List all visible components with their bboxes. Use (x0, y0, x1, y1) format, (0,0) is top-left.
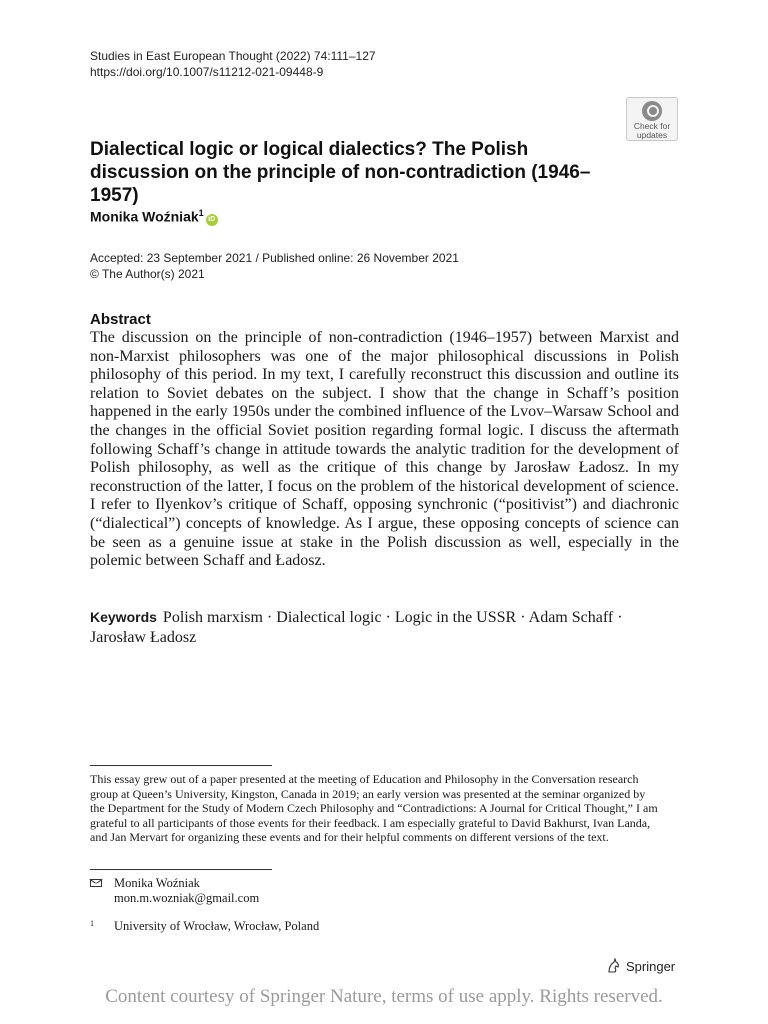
check-updates-line2: updates (636, 130, 668, 140)
orcid-icon[interactable]: iD (206, 214, 218, 226)
check-updates-line1: Check for (633, 121, 671, 131)
publisher-name: Springer (626, 958, 676, 974)
publication-dates (90, 250, 459, 282)
publisher-logo (606, 958, 675, 974)
acknowledgement-footnote: This essay grew out of a paper presented at the meeting of Education and Philosophy in the Conversation research group at Queen’s University, Kingston, Canada in 2019; an early version was presented at the seminar organized by the Department for the Study of Modern Czech Philosophy and “Contradictions: A Journal for Critical Thought,” I am grateful to all participants of those events for their feedback. I am especially grateful to David Bakhurst, Ivan Landa, and Jan Mervart for organizing these events and for their helpful comments on different versions of the text. (90, 772, 658, 845)
journal-citation: Studies in East European Thought (2022) 74:111–127 (90, 49, 376, 63)
abstract-text: The discussion on the principle of non-contradiction (1946–1957) between Marxist and non-Marxist philosophers was one of the major philosophical discussions in Polish philosophy of this period. In my text, I carefully reconstruct this discussion and outline its relation to Soviet debates on the subject. I show that the change in Schaff’s position happened in the early 1950s under the combined influence of the Lvov–Warsaw School and the changes in the official Soviet position regarding formal logic. I discuss the aftermath following Schaff’s change in attitude towards the analytic tradition for the development of Polish philosophy, as well as the critique of this change by Jarosław Ładosz. In my reconstruction of the latter, I focus on the problem of the historical development of science. I refer to Ilyenkov’s critique of Schaff, opposing synchronic (“positivist”) and diachronic (“dialectical”) concepts of knowledge. As I argue, these opposing concepts of science can be seen as a genuine issue at stake in the Polish discussion as well, especially in the polemic between Schaff and Ładosz. (90, 329, 679, 570)
copyright-line: © The Author(s) 2021 (90, 267, 205, 281)
springer-horse-icon (606, 958, 622, 974)
rights-watermark: Content courtesy of Springer Nature, terms of use apply. Rights reserved. (105, 986, 663, 1007)
check-updates-label (634, 122, 670, 140)
contact-divider (90, 869, 272, 870)
keywords-label: Keywords (90, 609, 157, 625)
dates-line: Accepted: 23 September 2021 / Published online: 26 November 2021 (90, 251, 459, 265)
article-title: Dialectical logic or logical dialectics? The Polish discussion on the principle of non-contradiction (1946–1957) (90, 139, 591, 206)
keywords (90, 607, 679, 648)
envelope-icon (90, 879, 102, 887)
check-updates-icon (642, 101, 662, 121)
contact-email[interactable]: mon.m.wozniak@gmail.com (114, 891, 260, 905)
author-line (90, 208, 218, 226)
contact-name: Monika Woźniak (114, 876, 200, 890)
footnote-divider (90, 765, 272, 766)
doi-link[interactable]: https://doi.org/10.1007/s11212-021-09448-9 (90, 65, 324, 79)
author-affiliation-marker: 1 (198, 208, 204, 218)
author-name[interactable]: Monika Woźniak (90, 208, 199, 225)
check-for-updates-badge[interactable] (626, 97, 678, 141)
abstract-heading: Abstract (90, 311, 151, 328)
keywords-list: Polish marxism · Dialectical logic · Logic in the USSR · Adam Schaff · Jarosław Ładosz (90, 609, 623, 646)
journal-header (90, 48, 376, 80)
affiliation-text: University of Wrocław, Wrocław, Poland (114, 919, 320, 933)
affiliation-marker: 1 (90, 919, 94, 928)
